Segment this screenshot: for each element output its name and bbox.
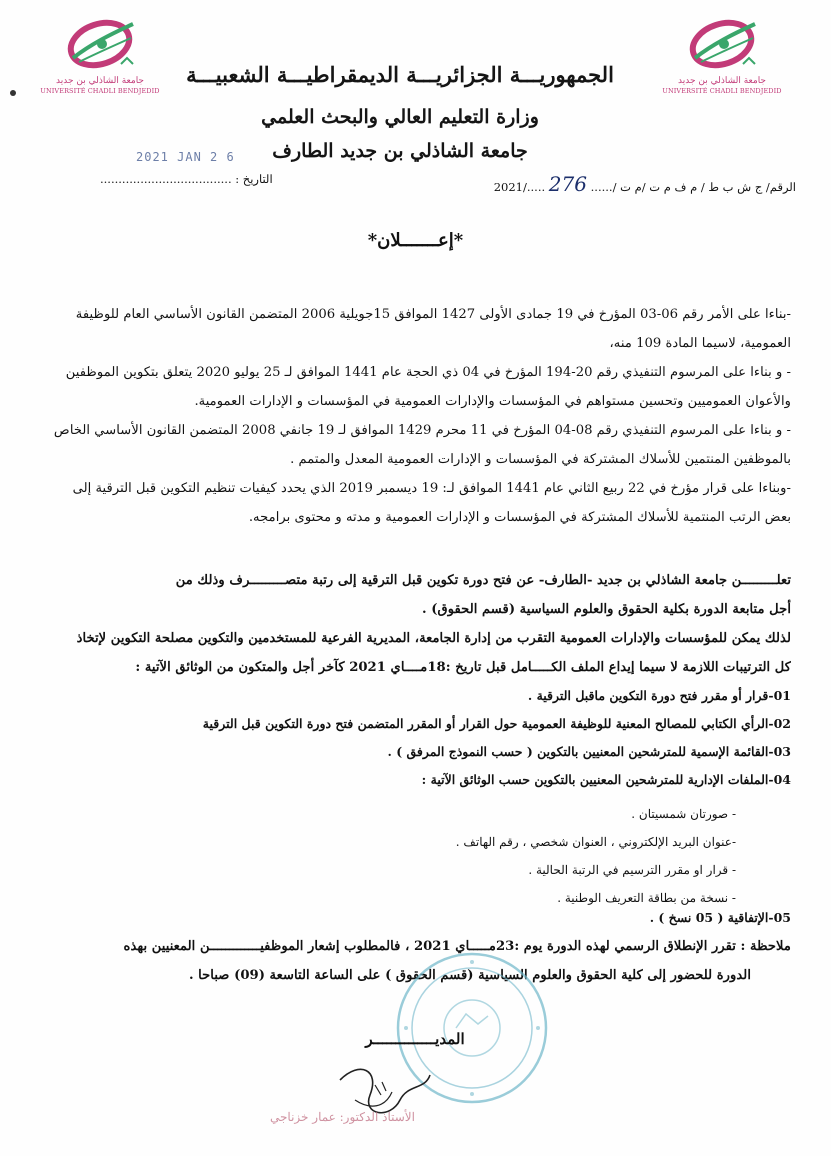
announcement-line: تعلـــــــــن جامعة الشاذلي بن جديد -الطارف- عن فتح دورة تكوين قبل الترقية إلى رتبة متصـــــــــرف وذلك من	[175, 573, 791, 588]
country-title: الجمهوريـــة الجزائريـــة الديمقراطيـــة الشعبيـــة	[186, 62, 614, 87]
announcement-line: لذلك يمكن للمؤسسات والإدارات العمومية التقرب من إدارة الجامعة، المديرية الفرعية للمستخدمين والتكوين مصلحة التكوين لإتخاذ	[76, 631, 791, 646]
logo-name-fr: UNIVERSITÉ CHADLI BENDJEDID	[40, 87, 160, 95]
logo-emblem-icon	[683, 14, 761, 76]
sub-document-item: - صورتان شمسيتان .	[631, 807, 736, 821]
agreement-item	[71, 904, 791, 932]
reference-handwritten-number: 276	[548, 172, 587, 196]
document-item: 03-القائمة الإسمية للمترشحين المعنيين بالتكوين ( حسب النموذج المرفق ) .	[387, 744, 791, 759]
scan-speck	[10, 90, 16, 96]
reference-number	[494, 172, 796, 196]
preamble-line: - و بناءا على المرسوم التنفيذي رقم 08-04 المؤرخ في 11 محرم 1429 الموافق لـ 19 جانفي 2008 المتضمن القانون الأساسي الخاص	[53, 423, 791, 438]
preamble-line: -بناءا على الأمر رقم 06-03 المؤرخ في 19 جمادى الأولى 1427 الموافق 15جويلية 2006 المتضمن القانون الأساسي العام للوظيفة	[75, 307, 791, 322]
reference-prefix: الرقم/ ج ش ب ط / م ف م ت /م ت /......	[590, 180, 796, 194]
preamble-line: بعض الرتب المنتمية للأسلاك المشتركة في المؤسسات و الإدارات العمومية و مدته و محتوى برامجه.	[248, 510, 791, 525]
reference-date: التاريخ : ....................................	[100, 172, 273, 186]
university-title: جامعة الشاذلي بن جديد الطارف	[272, 140, 528, 162]
logo-name-ar: جامعة الشاذلي بن جديد	[55, 76, 144, 86]
agreement-text: 05-الإتفاقية ( 05 نسخ ) .	[649, 910, 791, 925]
announcement-body	[39, 566, 791, 682]
logo-name-ar: جامعة الشاذلي بن جديد	[677, 76, 766, 86]
sub-document-item: - قرار او مقرر الترسيم في الرتبة الحالية .	[528, 863, 736, 877]
director-name-stamp: الأستاذ الدكتور: عمار خزناجي	[270, 1110, 415, 1124]
director-title: المديــــــــــــــر	[365, 1030, 465, 1048]
university-logo-left	[40, 14, 160, 96]
required-documents-list	[71, 682, 791, 794]
logo-emblem-icon	[61, 14, 139, 76]
university-logo-right	[662, 14, 782, 96]
announcement-line: كل الترتيبات اللازمة لا سيما إيداع الملف الكـــــامل قبل تاريخ :18مــــاي 2021 كآخر أجل والمتكون من الوثائق الآتية :	[135, 660, 791, 675]
sub-documents-list	[16, 800, 736, 912]
document-item: 04-الملفات الإدارية للمترشحين المعنيين بالتكوين حسب الوثائق الآتية :	[421, 772, 791, 787]
ministry-title: وزارة التعليم العالي والبحث العلمي	[261, 106, 539, 128]
document-item: 01-قرار أو مقرر فتح دورة التكوين ماقبل الترقية .	[527, 688, 791, 703]
sub-document-item: -عنوان البريد الإلكتروني ، العنوان شخصي ، رقم الهاتف .	[455, 835, 736, 849]
note-line: الدورة للحضور إلى كلية الحقوق والعلوم السياسية (قسم الحقوق ) على الساعة التاسعة (09) صباحا .	[188, 968, 751, 983]
announcement-line: أجل متابعة الدورة بكلية الحقوق والعلوم السياسية (قسم الحقوق) .	[422, 602, 791, 617]
preamble-line: والأعوان العموميين وتحسين مستواهم في المؤسسات والإدارات العمومية في المؤسسات و الإدارات العمومية.	[194, 394, 791, 409]
preamble-line: - و بناءا على المرسوم التنفيذي رقم 20-194 المؤرخ في 04 ذي الحجة عام 1441 الموافق لـ 25 يوليو 2020 يتعلق بتكوين الموظفين	[65, 365, 791, 380]
note-line: ملاحظة : تقرر الإنطلاق الرسمي لهذه الدورة يوم :23مـــــاي 2021 ، فالمطلوب إشعار الموظفيـــــــــــــن المعنيين بهذه	[123, 939, 791, 954]
logo-name-fr: UNIVERSITÉ CHADLI BENDJEDID	[662, 87, 782, 95]
preamble-line: بالموظفين المنتمين للأسلاك المشتركة في المؤسسات و الإدارات العمومية المعدل والمتمم .	[290, 452, 791, 467]
preamble-line: العمومية، لاسيما المادة 109 منه،	[609, 336, 791, 351]
received-date-stamp: 2021 JAN 2 6	[136, 150, 235, 164]
preamble-line: -وبناءا على قرار مؤرخ في 22 ربيع الثاني عام 1441 الموافق لـ: 19 ديسمبر 2019 الذي يحدد كيفيات تنظيم التكوين قبل الترقية إلى	[72, 481, 791, 496]
document-item: 02-الرأي الكتابي للمصالح المعنية للوظيفة العمومية حول القرار أو المقرر المتضمن فتح دورة التكوين قبل الترقية	[202, 716, 791, 731]
sub-document-item: - نسخة من بطاقة التعريف الوطنية .	[557, 891, 736, 905]
preamble	[39, 300, 791, 532]
reference-suffix: ...../2021	[493, 180, 546, 194]
document-title: *إعـــــــلان*	[367, 230, 464, 251]
